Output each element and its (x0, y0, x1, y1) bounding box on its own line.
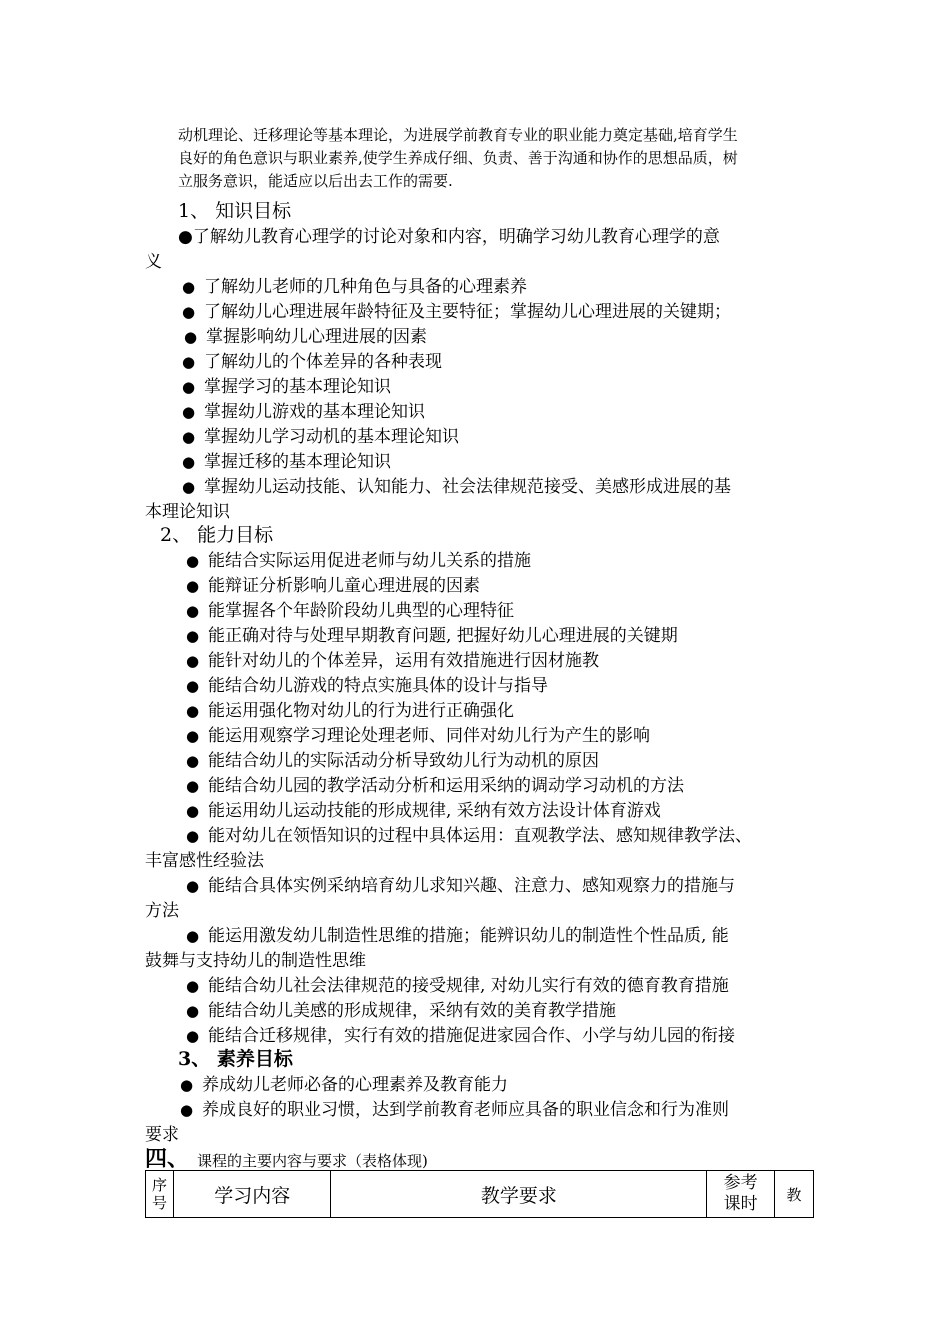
list-item-continuation: 丰富感性经验法 (145, 851, 264, 871)
bullet-icon: ● (186, 802, 200, 820)
list-item: ● 能运用激发幼儿制造性思维的措施；能辨识幼儿的制造性个性品质, 能 (186, 926, 729, 946)
list-item: ● 能对幼儿在领悟知识的过程中具体运用：直观教学法、感知规律教学法、 (186, 826, 752, 846)
list-item: ● 养成良好的职业习惯，达到学前教育老师应具备的职业信念和行为准则 (180, 1100, 729, 1120)
bullet-icon: ● (186, 627, 200, 645)
list-item: ● 能结合幼儿的实际活动分析导致幼儿行为动机的原因 (186, 751, 599, 771)
list-item: ● 了解幼儿心理进展年龄特征及主要特征；掌握幼儿心理进展的关键期； (182, 302, 731, 322)
list-item: ● 能辩证分析影响儿童心理进展的因素 (186, 576, 480, 596)
list-item-continuation: 要求 (145, 1125, 179, 1145)
intro-line: 立服务意识，能适应以后出去工作的需要. (178, 172, 453, 190)
list-item: ● 能针对幼儿的个体差异，运用有效措施进行因材施教 (186, 651, 599, 671)
bullet-icon: ● (182, 428, 196, 446)
list-item: ● 能结合幼儿园的教学活动分析和运用采纳的调动学习动机的方法 (186, 776, 684, 796)
table-header-row (146, 1171, 814, 1218)
quality-heading: 3、 素养目标 (178, 1048, 293, 1070)
bullet-icon: ● (182, 353, 196, 371)
list-item: ● 养成幼儿老师必备的心理素养及教育能力 (180, 1075, 508, 1095)
bullet-icon: ● (182, 378, 196, 396)
bullet-icon: ● (186, 1002, 200, 1020)
bullet-icon: ● (186, 827, 200, 845)
intro-line: 良好的角色意识与职业素养,使学生养成仔细、负责、善于沟通和协作的思想品质，树 (178, 149, 738, 167)
list-item-continuation: 本理论知识 (145, 502, 230, 522)
list-item: ● 能结合幼儿游戏的特点实施具体的设计与指导 (186, 676, 548, 696)
list-item: ● 掌握幼儿学习动机的基本理论知识 (182, 427, 459, 447)
bullet-icon: ● (182, 403, 196, 421)
header-requirement: 教学要求 (331, 1171, 707, 1218)
bullet-icon: ● (180, 1076, 194, 1094)
bullet-icon: ● (182, 478, 196, 496)
bullet-icon: ● (186, 677, 200, 695)
bullet-icon: ● (186, 552, 200, 570)
knowledge-item-first-line1: ●了解幼儿教育心理学的讨论对象和内容，明确学习幼儿教育心理学的意 (178, 227, 720, 247)
bullet-icon: ● (186, 1027, 200, 1045)
bullet-icon: ● (186, 652, 200, 670)
bullet-icon: ● (186, 927, 200, 945)
bullet-icon: ● (186, 727, 200, 745)
bullet-icon: ● (186, 777, 200, 795)
list-item: ● 能结合幼儿美感的形成规律，采纳有效的美育教学措施 (186, 1001, 616, 1021)
section-number: 四、 (145, 1146, 190, 1172)
header-content: 学习内容 (173, 1171, 331, 1218)
list-item: ● 掌握幼儿运动技能、认知能力、社会法律规范接受、美感形成进展的基 (182, 477, 731, 497)
bullet-icon: ● (186, 877, 200, 895)
intro-line: 动机理论、迁移理论等基本理论，为进展学前教育专业的职业能力奠定基础,培育学生 (178, 126, 738, 144)
list-item: ● 能结合具体实例采纳培育幼儿求知兴趣、注意力、感知观察力的措施与 (186, 876, 735, 896)
bullet-icon: ● (186, 577, 200, 595)
ability-heading: 2、 能力目标 (160, 524, 274, 546)
list-item-continuation: 方法 (145, 901, 179, 921)
knowledge-heading: 1、 知识目标 (178, 200, 292, 222)
list-item: ● 能结合幼儿社会法律规范的接受规律, 对幼儿实行有效的德育教育措施 (186, 976, 729, 996)
list-item: ● 了解幼儿老师的几种角色与具备的心理素养 (182, 277, 527, 297)
bullet-icon: ● (182, 278, 196, 296)
list-item: ● 能正确对待与处理早期教育问题, 把握好幼儿心理进展的关键期 (186, 626, 678, 646)
bullet-icon: ● (186, 977, 200, 995)
bullet-icon: ● (180, 1101, 194, 1119)
course-content-table (145, 1170, 814, 1218)
list-item: ● 能结合迁移规律，实行有效的措施促进家园合作、小学与幼儿园的衔接 (186, 1026, 735, 1046)
bullet-icon: ● (186, 752, 200, 770)
list-item-continuation: 鼓舞与支持幼儿的制造性思维 (145, 951, 366, 971)
bullet-icon: ● (182, 453, 196, 471)
header-teaching: 教 (775, 1171, 814, 1218)
list-item: ● 掌握幼儿游戏的基本理论知识 (182, 402, 425, 422)
list-item: ● 掌握影响幼儿心理进展的因素 (184, 327, 427, 347)
list-item: ● 能结合实际运用促进老师与幼儿关系的措施 (186, 551, 531, 571)
header-seq: 序 号 (146, 1171, 174, 1218)
list-item: ● 能运用强化物对幼儿的行为进行正确强化 (186, 701, 514, 721)
list-item: ● 掌握迁移的基本理论知识 (182, 452, 391, 472)
list-item: ● 能掌握各个年龄阶段幼儿典型的心理特征 (186, 601, 514, 621)
intro-paragraph (178, 124, 818, 193)
section-title: 课程的主要内容与要求（表格体现) (197, 1152, 428, 1170)
list-item: ● 掌握学习的基本理论知识 (182, 377, 391, 397)
list-item: ● 了解幼儿的个体差异的各种表现 (182, 352, 442, 372)
bullet-icon: ● (184, 328, 198, 346)
bullet-icon: ● (186, 702, 200, 720)
bullet-icon: ● (186, 602, 200, 620)
header-hours: 参考 课时 (707, 1171, 775, 1218)
list-item: ● 能运用观察学习理论处理老师、同伴对幼儿行为产生的影响 (186, 726, 650, 746)
bullet-icon: ● (182, 303, 196, 321)
knowledge-item-first-line2: 义 (145, 252, 162, 272)
list-item: ● 能运用幼儿运动技能的形成规律, 采纳有效方法设计体育游戏 (186, 801, 661, 821)
